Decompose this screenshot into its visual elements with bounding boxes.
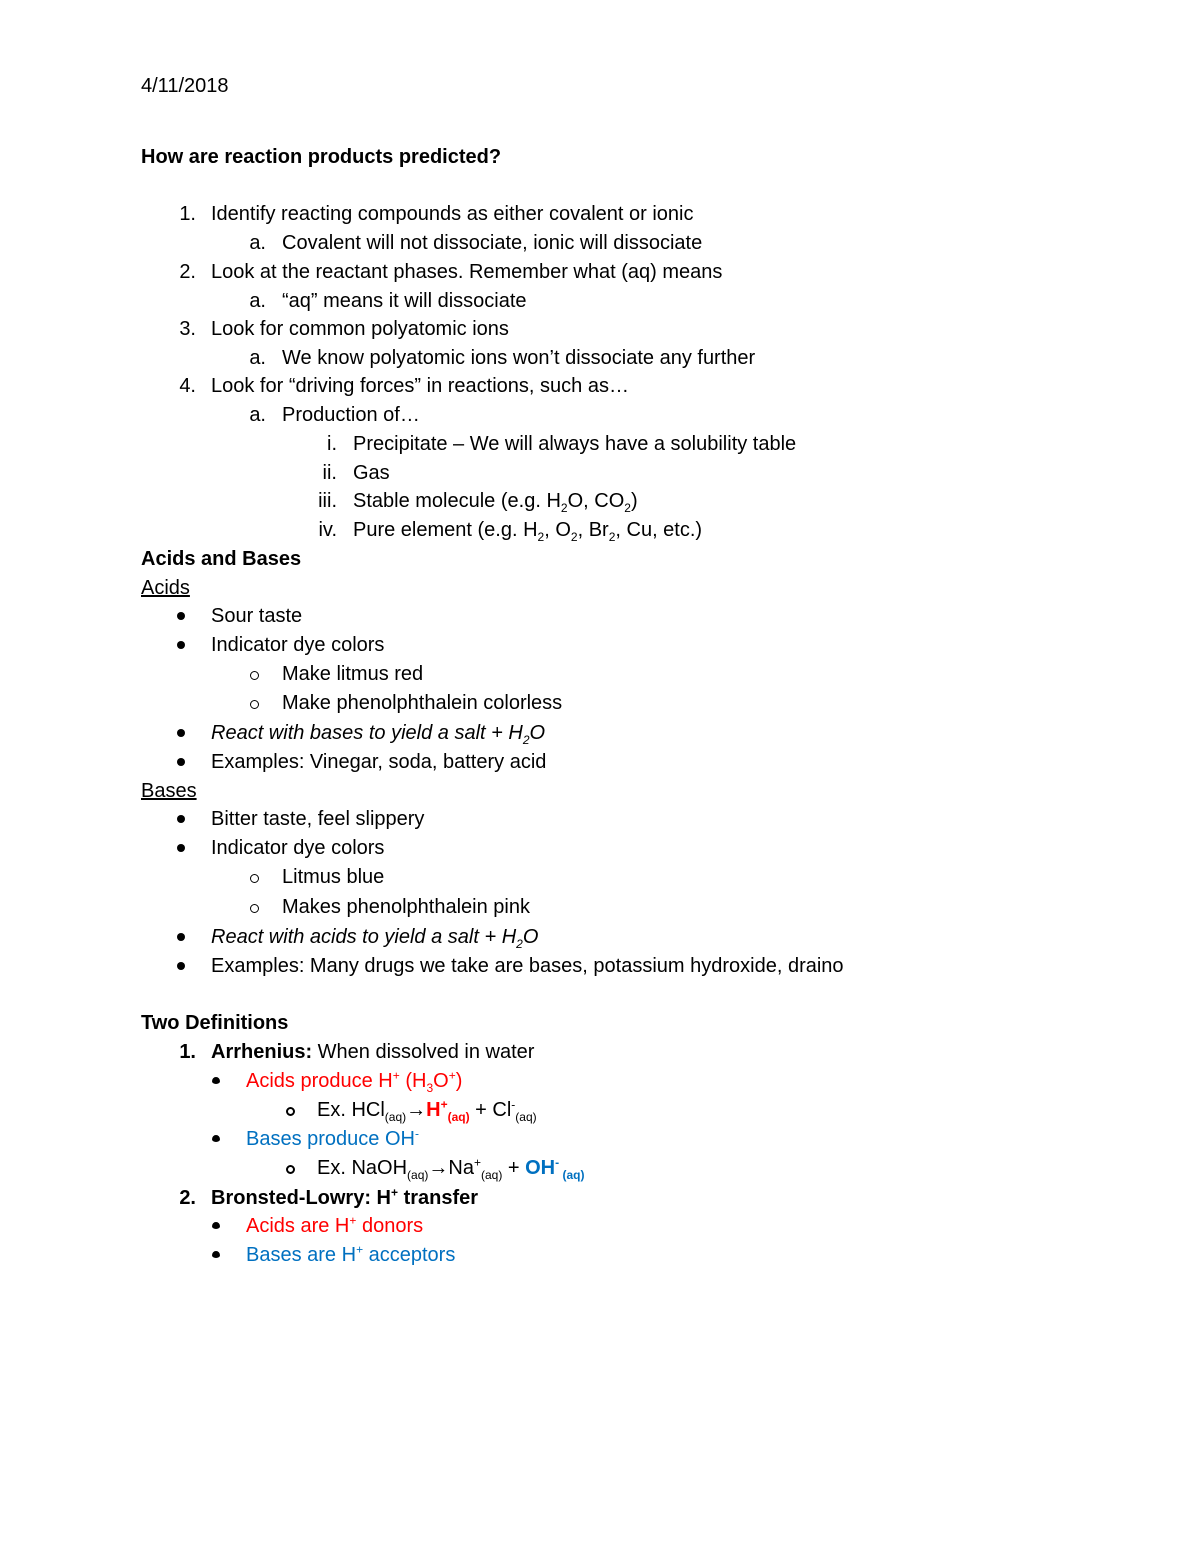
production-stable-molecule: Stable molecule (e.g. $H_2O$, $CO_2$) — [353, 490, 638, 515]
arrhenius-base-example: Ex. $NaOH_{(aq)}\to Na^+_{(aq)} + OH^-$ $_{(aq)}$ — [317, 1155, 585, 1182]
bases-subheading: Bases — [141, 780, 197, 802]
arrhenius-definition: Arrhenius: When dissolved in water — [211, 1041, 535, 1063]
bronsted-definition: Bronsted-Lowry: H+ transfer — [211, 1185, 479, 1209]
hollow-bullet-icon — [250, 700, 259, 709]
bases-indicator-phenolphthalein: Makes phenolphthalein pink — [282, 896, 530, 918]
bases-examples: Examples: Many drugs we take are bases, potassium hydroxide, draino — [211, 955, 844, 977]
production-iv-mark: iv. — [318, 519, 337, 541]
acids-react: React with bases to yield a salt + $H_2O$ — [211, 722, 546, 747]
step-1a-text: Covalent will not dissociate, ionic will dissociate — [282, 232, 703, 254]
step-4-number: 4. — [179, 375, 196, 397]
step-3a-mark: a. — [249, 347, 266, 369]
hollow-bullet-icon — [286, 1165, 295, 1174]
bases-indicator-litmus: Litmus blue — [282, 866, 385, 888]
arrow-icon: → — [406, 1099, 427, 1121]
production-iii-mark: iii. — [318, 490, 337, 512]
bases-item-bitter: Bitter taste, feel slippery — [211, 808, 425, 830]
acids-indicator-litmus: Make litmus red — [282, 663, 424, 685]
production-pure-element: Pure element (e.g. $H_2$, $O_2$, $Br_2$, Cu, etc.) — [353, 519, 703, 544]
step-2-text: Look at the reactant phases. Remember what (aq) means — [211, 261, 723, 283]
step-1-number: 1. — [179, 203, 196, 225]
acids-item-sour: Sour taste — [211, 605, 303, 627]
hollow-bullet-icon — [250, 671, 259, 680]
bullet-icon — [212, 1135, 220, 1142]
step-1a-mark: a. — [249, 232, 266, 254]
bronsted-acid: Acids are H+ donors — [246, 1213, 424, 1237]
production-precipitate: Precipitate – We will always have a solubility table — [353, 433, 797, 455]
heading-reaction-products: How are reaction products predicted? — [141, 146, 502, 168]
definitions-heading: Two Definitions — [141, 1012, 289, 1034]
bronsted-base: Bases are H+ acceptors — [246, 1242, 456, 1266]
bullet-icon — [177, 612, 185, 620]
step-2-number: 2. — [179, 261, 196, 283]
acids-subheading: Acids — [141, 577, 190, 599]
bullet-icon — [177, 962, 185, 970]
arrhenius-number: 1. — [179, 1041, 196, 1063]
step-3a-text: We know polyatomic ions won’t dissociate any further — [282, 347, 756, 369]
arrhenius-base: Bases produce OH- — [246, 1126, 419, 1150]
bullet-icon — [212, 1077, 220, 1084]
bullet-icon — [212, 1251, 220, 1258]
acids-item-indicator: Indicator dye colors — [211, 634, 385, 656]
date: 4/11/2018 — [141, 75, 229, 97]
bullet-icon — [177, 729, 185, 737]
acids-indicator-phenolphthalein: Make phenolphthalein colorless — [282, 692, 563, 714]
acids-and-bases-heading: Acids and Bases — [141, 548, 302, 570]
bullet-icon — [177, 844, 185, 852]
hollow-bullet-icon — [250, 874, 259, 883]
hollow-bullet-icon — [286, 1107, 295, 1116]
step-3-text: Look for common polyatomic ions — [211, 318, 509, 340]
bases-react: React with acids to yield a salt + $H_2O$ — [211, 926, 539, 951]
bullet-icon — [177, 933, 185, 941]
arrhenius-acid-example: Ex. $HCl_{(aq)}\to H^+_{(aq)} + Cl^-_{(aq)}$ — [317, 1097, 537, 1124]
arrow-icon: → — [428, 1157, 449, 1179]
bullet-icon — [177, 815, 185, 823]
step-4a-mark: a. — [249, 404, 266, 426]
step-2a-mark: a. — [249, 290, 266, 312]
step-1-text: Identify reacting compounds as either covalent or ionic — [211, 203, 694, 225]
production-ii-mark: ii. — [322, 462, 337, 484]
step-3-number: 3. — [179, 318, 196, 340]
hollow-bullet-icon — [250, 904, 259, 913]
bullet-icon — [212, 1222, 220, 1229]
bases-item-indicator: Indicator dye colors — [211, 837, 385, 859]
step-4a-text: Production of… — [282, 404, 420, 426]
acids-examples: Examples: Vinegar, soda, battery acid — [211, 751, 547, 773]
bullet-icon — [177, 641, 185, 649]
production-i-mark: i. — [327, 433, 337, 455]
step-4-text: Look for “driving forces” in reactions, such as… — [211, 375, 629, 397]
production-gas: Gas — [353, 462, 390, 484]
step-2a-text: “aq” means it will dissociate — [282, 290, 527, 312]
bullet-icon — [177, 758, 185, 766]
arrhenius-acid: Acids produce H+ $(H_3O^+)$ — [246, 1068, 463, 1095]
bronsted-number: 2. — [179, 1187, 196, 1209]
